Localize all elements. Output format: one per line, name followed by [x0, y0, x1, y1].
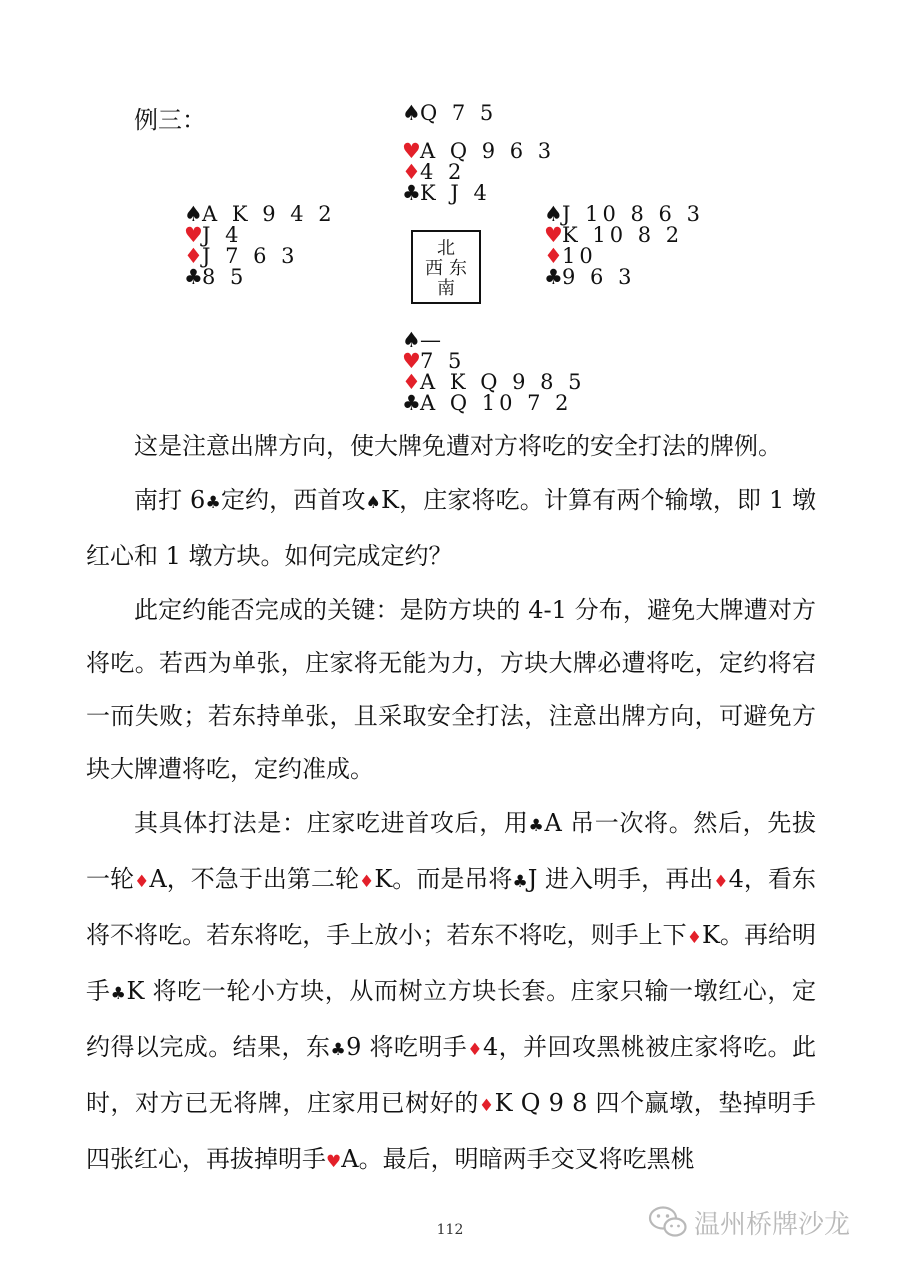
club-icon: ♣	[528, 816, 545, 836]
p4-text-k: K Q 9 8 四个赢墩，垫掉明手四张红心，再拔掉明手	[86, 1089, 816, 1173]
spade-icon: ♠	[544, 202, 563, 226]
p4-text-f: 4，看东将不将吃。若东将吃，手上放小；若东不将吃，则手上下	[86, 865, 816, 949]
north-hand	[402, 103, 555, 204]
p4-text-d: K。而是吊将	[374, 865, 513, 893]
east-clubs-row	[544, 267, 704, 288]
diamond-icon: ♦	[467, 1040, 483, 1060]
club-icon: ♣	[402, 391, 421, 415]
club-icon: ♣	[330, 1040, 347, 1060]
paragraph-2	[86, 474, 816, 583]
heart-icon: ♥	[184, 223, 203, 247]
diamond-icon: ♦	[359, 872, 375, 892]
west-spades-row	[184, 204, 336, 225]
diamond-icon: ♦	[478, 1096, 495, 1116]
club-icon: ♣	[544, 265, 563, 289]
watermark	[648, 1200, 850, 1244]
west-diamonds-row	[184, 246, 336, 267]
west-hearts: J 4	[202, 223, 243, 247]
south-clubs-row	[402, 393, 586, 414]
west-clubs: 8 5	[202, 265, 248, 289]
east-hand	[544, 204, 704, 288]
club-icon: ♣	[402, 181, 421, 205]
diamond-icon: ♦	[713, 872, 729, 892]
east-clubs: 9 6 3	[562, 265, 636, 289]
diamond-icon: ♦	[184, 244, 203, 268]
compass-box	[411, 230, 481, 304]
p4-text-e: J 进入明手，再出	[527, 865, 714, 893]
west-hearts-row	[184, 225, 336, 246]
compass-north: 北	[437, 238, 455, 259]
west-clubs-row	[184, 267, 336, 288]
club-icon: ♣	[205, 493, 221, 513]
north-hearts: A Q 9 6 3	[420, 139, 556, 163]
paragraph-4	[86, 797, 816, 1189]
south-hearts: 7 5	[420, 349, 466, 373]
west-spades: A K 9 4 2	[202, 202, 336, 226]
club-icon: ♣	[184, 265, 203, 289]
p4-text-c: A，不急于出第二轮	[149, 865, 360, 893]
diamond-icon: ♦	[134, 872, 150, 892]
south-spades: —	[420, 328, 445, 352]
heart-icon: ♥	[402, 349, 421, 373]
south-diamonds: A K Q 9 8 5	[420, 370, 586, 394]
p2-text-c: K，庄家将吃。计算有两个输墩，即 1 墩红心和 1 墩方块。如何完成定约？	[86, 486, 816, 570]
spade-icon: ♠	[365, 493, 382, 513]
east-diamonds-row	[544, 246, 704, 267]
p4-text-a: 其具体打法是：庄家吃进首攻后，用	[134, 809, 529, 837]
north-spades-row	[402, 103, 555, 124]
east-hearts: K 10 8 2	[562, 223, 684, 247]
diamond-icon: ♦	[402, 370, 421, 394]
spade-icon: ♠	[402, 101, 421, 125]
south-diamonds-row	[402, 372, 586, 393]
heart-icon: ♥	[402, 139, 421, 163]
west-hand	[184, 204, 336, 288]
south-spades-row	[402, 330, 586, 351]
p4-text-h: K 将吃一轮小方块，从而树立方块长套。庄家只输一墩红心，定约得以完成。结果，东	[86, 977, 816, 1061]
east-spades: J 10 8 6 3	[562, 202, 704, 226]
p2-text-b: 定约，西首攻	[220, 486, 366, 514]
north-diamonds-row	[402, 162, 555, 183]
east-diamonds: 10	[562, 244, 597, 268]
south-hand	[402, 330, 586, 414]
wechat-icon	[648, 1205, 688, 1239]
page-number: 112	[436, 1222, 464, 1238]
south-hearts-row	[402, 351, 586, 372]
heart-icon: ♥	[544, 223, 563, 247]
compass-west-east	[413, 259, 479, 279]
south-clubs: A Q 10 7 2	[420, 391, 573, 415]
example-label: 例三：	[134, 106, 206, 134]
spade-icon: ♠	[402, 328, 421, 352]
p4-text-j: 4，并回攻黑桃被庄家将吃。此时，对方已无将牌，庄家用已树好的	[86, 1033, 816, 1117]
p2-text-a: 南打 6	[134, 486, 206, 514]
paragraph-3: 此定约能否完成的关键：是防方块的 4-1 分布，避免大牌遭对方将吃。若西为单张，庄家将无能为力，方块大牌必遭将吃，定约将宕一而失败；若东持单张，且采取安全打法，注意出牌方向，可避免方块大牌遭将吃，定约准成。	[86, 596, 816, 783]
east-hearts-row	[544, 225, 704, 246]
watermark-text: 温州桥牌沙龙	[694, 1209, 851, 1240]
p4-text-g: K。再给明手	[86, 921, 817, 1005]
north-spades: Q 7 5	[420, 101, 498, 125]
north-hearts-row	[402, 141, 555, 162]
spade-icon: ♠	[184, 202, 203, 226]
p4-text-b: A 吊一次将。然后，先拔一轮	[86, 809, 816, 893]
diamond-icon: ♦	[686, 928, 702, 948]
north-diamonds: 4 2	[420, 160, 466, 184]
heart-icon: ♥	[326, 1152, 342, 1172]
club-icon: ♣	[512, 872, 528, 892]
east-spades-row	[544, 204, 704, 225]
compass-east: 东	[449, 258, 467, 279]
diamond-icon: ♦	[402, 160, 421, 184]
north-clubs-row	[402, 183, 555, 204]
paragraph-1: 这是注意出牌方向，使大牌免遭对方将吃的安全打法的牌例。	[134, 432, 782, 460]
compass-west: 西	[425, 258, 443, 279]
compass-south: 南	[437, 278, 455, 299]
body-text	[86, 420, 816, 1190]
p4-text-l: A。最后，明暗两手交叉将吃黑桃	[341, 1145, 695, 1173]
p4-text-i: 9 将吃明手	[346, 1033, 468, 1061]
diamond-icon: ♦	[544, 244, 563, 268]
west-diamonds: J 7 6 3	[202, 244, 299, 268]
club-icon: ♣	[110, 984, 127, 1004]
north-clubs: K J 4	[420, 181, 491, 205]
